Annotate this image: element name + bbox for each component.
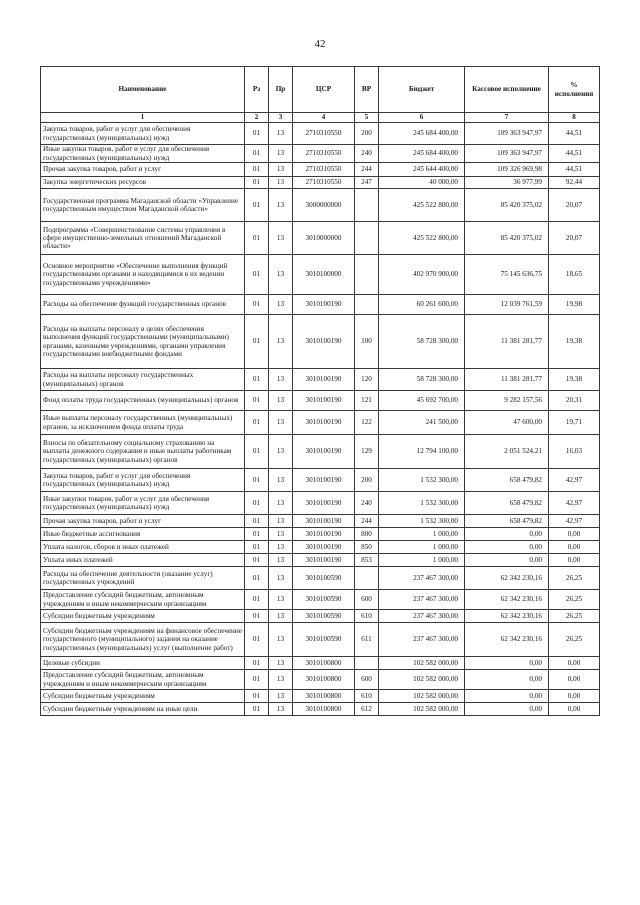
row-csr-cell: 3010100000 bbox=[293, 255, 355, 295]
row-percent-cell: 20,31 bbox=[549, 391, 600, 411]
row-pr-cell: 13 bbox=[269, 469, 293, 492]
row-execution-cell: 36 977,99 bbox=[465, 177, 549, 189]
row-execution-cell: 62 342 230,16 bbox=[465, 567, 549, 590]
row-pr-cell: 13 bbox=[269, 492, 293, 515]
row-execution-cell: 0,00 bbox=[465, 554, 549, 567]
row-budget-cell: 1 532 300,00 bbox=[379, 515, 465, 528]
row-csr-cell: 3010100190 bbox=[293, 369, 355, 391]
row-execution-cell: 75 145 636,75 bbox=[465, 255, 549, 295]
row-rz-cell: 01 bbox=[245, 295, 269, 315]
table-row bbox=[41, 255, 600, 295]
row-budget-cell: 237 467 300,00 bbox=[379, 623, 465, 657]
table-row bbox=[41, 541, 600, 554]
table-row bbox=[41, 177, 600, 189]
row-budget-cell: 1 532 300,00 bbox=[379, 469, 465, 492]
row-rz-cell: 01 bbox=[245, 189, 269, 222]
row-csr-cell: 3010100590 bbox=[293, 623, 355, 657]
row-csr-cell: 3010100190 bbox=[293, 528, 355, 541]
table-row bbox=[41, 623, 600, 657]
table-row bbox=[41, 554, 600, 567]
row-vr-cell: 240 bbox=[355, 145, 379, 163]
row-vr-cell: 244 bbox=[355, 163, 379, 177]
row-vr-cell: 200 bbox=[355, 469, 379, 492]
row-rz-cell: 01 bbox=[245, 123, 269, 145]
row-execution-cell: 658 479,82 bbox=[465, 492, 549, 515]
column-index-row bbox=[41, 113, 600, 123]
row-execution-cell: 0,00 bbox=[465, 670, 549, 690]
row-budget-cell: 237 467 300,00 bbox=[379, 610, 465, 623]
row-vr-cell: 850 bbox=[355, 541, 379, 554]
row-percent-cell: 0,00 bbox=[549, 670, 600, 690]
row-rz-cell: 01 bbox=[245, 411, 269, 435]
row-pr-cell: 13 bbox=[269, 515, 293, 528]
row-execution-cell: 109 326 969,98 bbox=[465, 163, 549, 177]
row-percent-cell: 20,07 bbox=[549, 222, 600, 255]
row-name-cell: Иные закупки товаров, работ и услуг для обеспечения государственных (муниципальных) нужд bbox=[41, 492, 245, 515]
row-percent-cell: 0,00 bbox=[549, 528, 600, 541]
row-budget-cell: 245 684 400,00 bbox=[379, 123, 465, 145]
row-rz-cell: 01 bbox=[245, 255, 269, 295]
row-name-cell: Расходы на обеспечение функций государственных органов bbox=[41, 295, 245, 315]
row-name-cell: Прочая закупка товаров, работ и услуг bbox=[41, 163, 245, 177]
row-csr-cell: 2710310550 bbox=[293, 123, 355, 145]
row-pr-cell: 13 bbox=[269, 703, 293, 716]
row-rz-cell: 01 bbox=[245, 657, 269, 670]
row-percent-cell: 19,98 bbox=[549, 295, 600, 315]
column-header-vr: ВР bbox=[355, 67, 379, 113]
row-budget-cell: 1 532 300,00 bbox=[379, 492, 465, 515]
row-vr-cell: 610 bbox=[355, 610, 379, 623]
row-budget-cell: 102 582 000,00 bbox=[379, 657, 465, 670]
row-name-cell: Целевые субсидии bbox=[41, 657, 245, 670]
row-vr-cell: 612 bbox=[355, 703, 379, 716]
row-vr-cell: 120 bbox=[355, 369, 379, 391]
row-name-cell: Субсидии бюджетным учреждениям на финансовое обеспечение государственного (муниципального) задания на оказание государственных (муниципальных) услуг (выполнение работ) bbox=[41, 623, 245, 657]
table-row bbox=[41, 369, 600, 391]
row-execution-cell: 658 479,82 bbox=[465, 515, 549, 528]
row-execution-cell: 85 420 375,02 bbox=[465, 222, 549, 255]
row-pr-cell: 13 bbox=[269, 295, 293, 315]
row-rz-cell: 01 bbox=[245, 541, 269, 554]
row-vr-cell: 244 bbox=[355, 515, 379, 528]
row-rz-cell: 01 bbox=[245, 623, 269, 657]
row-csr-cell: 3010100190 bbox=[293, 295, 355, 315]
row-vr-cell bbox=[355, 567, 379, 590]
table-row bbox=[41, 528, 600, 541]
row-vr-cell: 800 bbox=[355, 528, 379, 541]
table-row bbox=[41, 295, 600, 315]
row-name-cell: Подпрограмма «Совершенствование системы управления в сфере имущественно-земельных отношений Магаданской области» bbox=[41, 222, 245, 255]
row-vr-cell: 129 bbox=[355, 435, 379, 469]
row-vr-cell: 853 bbox=[355, 554, 379, 567]
column-index: 3 bbox=[269, 113, 293, 123]
row-percent-cell: 42,97 bbox=[549, 469, 600, 492]
row-pr-cell: 13 bbox=[269, 623, 293, 657]
row-csr-cell: 3010100190 bbox=[293, 492, 355, 515]
table-row bbox=[41, 315, 600, 369]
row-budget-cell: 425 522 800,00 bbox=[379, 189, 465, 222]
row-budget-cell: 241 500,00 bbox=[379, 411, 465, 435]
row-name-cell: Субсидии бюджетным учреждениям на иные цели bbox=[41, 703, 245, 716]
row-name-cell: Закупка энергетических ресурсов bbox=[41, 177, 245, 189]
row-vr-cell bbox=[355, 189, 379, 222]
row-budget-cell: 102 582 000,00 bbox=[379, 703, 465, 716]
row-percent-cell: 42,97 bbox=[549, 515, 600, 528]
row-pr-cell: 13 bbox=[269, 222, 293, 255]
row-rz-cell: 01 bbox=[245, 528, 269, 541]
row-csr-cell: 2710310550 bbox=[293, 163, 355, 177]
table-row bbox=[41, 610, 600, 623]
row-rz-cell: 01 bbox=[245, 391, 269, 411]
row-budget-cell: 60 261 600,00 bbox=[379, 295, 465, 315]
row-budget-cell: 1 000,00 bbox=[379, 541, 465, 554]
column-header-budget: Бюджет bbox=[379, 67, 465, 113]
row-csr-cell: 3010100590 bbox=[293, 567, 355, 590]
row-percent-cell: 0,00 bbox=[549, 703, 600, 716]
row-execution-cell: 0,00 bbox=[465, 541, 549, 554]
row-pr-cell: 13 bbox=[269, 690, 293, 703]
row-execution-cell: 658 479,82 bbox=[465, 469, 549, 492]
column-index: 4 bbox=[293, 113, 355, 123]
row-name-cell: Государственная программа Магаданской области «Управление государственным имуществом Магаданской области» bbox=[41, 189, 245, 222]
row-name-cell: Предоставление субсидий бюджетным, автономным учреждениям и иным некоммерческим организациям bbox=[41, 670, 245, 690]
row-vr-cell bbox=[355, 222, 379, 255]
row-csr-cell: 3010100190 bbox=[293, 411, 355, 435]
row-budget-cell: 402 970 900,00 bbox=[379, 255, 465, 295]
row-budget-cell: 237 467 300,00 bbox=[379, 567, 465, 590]
table-row bbox=[41, 657, 600, 670]
row-csr-cell: 3010100590 bbox=[293, 590, 355, 610]
row-pr-cell: 13 bbox=[269, 189, 293, 222]
row-percent-cell: 18,65 bbox=[549, 255, 600, 295]
row-vr-cell: 247 bbox=[355, 177, 379, 189]
row-name-cell: Предоставление субсидий бюджетным, автономным учреждениям и иным некоммерческим организациям bbox=[41, 590, 245, 610]
row-percent-cell: 16,03 bbox=[549, 435, 600, 469]
table-row bbox=[41, 703, 600, 716]
row-pr-cell: 13 bbox=[269, 567, 293, 590]
row-csr-cell: 3010100800 bbox=[293, 690, 355, 703]
row-csr-cell: 3010100590 bbox=[293, 610, 355, 623]
row-vr-cell: 240 bbox=[355, 492, 379, 515]
row-name-cell: Расходы на выплаты персоналу государственных (муниципальных) органов bbox=[41, 369, 245, 391]
row-percent-cell: 0,00 bbox=[549, 554, 600, 567]
table-row bbox=[41, 189, 600, 222]
row-execution-cell: 62 342 230,16 bbox=[465, 610, 549, 623]
row-rz-cell: 01 bbox=[245, 163, 269, 177]
row-vr-cell: 610 bbox=[355, 690, 379, 703]
table-row bbox=[41, 123, 600, 145]
row-percent-cell: 26,25 bbox=[549, 623, 600, 657]
row-csr-cell: 3000000000 bbox=[293, 189, 355, 222]
row-rz-cell: 01 bbox=[245, 492, 269, 515]
row-pr-cell: 13 bbox=[269, 145, 293, 163]
row-pr-cell: 13 bbox=[269, 123, 293, 145]
row-percent-cell: 20,07 bbox=[549, 189, 600, 222]
row-rz-cell: 01 bbox=[245, 590, 269, 610]
column-header-csr: ЦСР bbox=[293, 67, 355, 113]
column-header-execution: Кассовое исполнение bbox=[465, 67, 549, 113]
row-vr-cell: 600 bbox=[355, 590, 379, 610]
row-execution-cell: 109 363 947,97 bbox=[465, 123, 549, 145]
row-name-cell: Расходы на обеспечение деятельности (оказание услуг) государственных учреждений bbox=[41, 567, 245, 590]
row-vr-cell: 121 bbox=[355, 391, 379, 411]
row-vr-cell: 122 bbox=[355, 411, 379, 435]
table-row bbox=[41, 391, 600, 411]
column-index: 6 bbox=[379, 113, 465, 123]
row-budget-cell: 1 000,00 bbox=[379, 554, 465, 567]
row-execution-cell: 9 282 157,56 bbox=[465, 391, 549, 411]
row-percent-cell: 44,51 bbox=[549, 123, 600, 145]
table-row bbox=[41, 222, 600, 255]
row-execution-cell: 12 039 761,59 bbox=[465, 295, 549, 315]
table-row bbox=[41, 590, 600, 610]
row-budget-cell: 237 467 300,00 bbox=[379, 590, 465, 610]
row-execution-cell: 0,00 bbox=[465, 703, 549, 716]
row-rz-cell: 01 bbox=[245, 670, 269, 690]
table-row bbox=[41, 515, 600, 528]
row-pr-cell: 13 bbox=[269, 435, 293, 469]
row-execution-cell: 47 600,00 bbox=[465, 411, 549, 435]
row-percent-cell: 26,25 bbox=[549, 610, 600, 623]
column-header-percent: % исполнения bbox=[549, 67, 600, 113]
row-execution-cell: 11 381 281,77 bbox=[465, 369, 549, 391]
row-name-cell: Субсидии бюджетным учреждениям bbox=[41, 610, 245, 623]
row-percent-cell: 26,25 bbox=[549, 567, 600, 590]
row-execution-cell: 62 342 230,16 bbox=[465, 590, 549, 610]
row-pr-cell: 13 bbox=[269, 554, 293, 567]
row-budget-cell: 1 000,00 bbox=[379, 528, 465, 541]
table-row bbox=[41, 435, 600, 469]
column-index: 7 bbox=[465, 113, 549, 123]
row-percent-cell: 0,00 bbox=[549, 690, 600, 703]
row-name-cell: Основное мероприятие «Обеспечение выполнения функций государственными органами и находящимися в их ведении государственными учреждениями» bbox=[41, 255, 245, 295]
row-rz-cell: 01 bbox=[245, 515, 269, 528]
row-percent-cell: 0,00 bbox=[549, 657, 600, 670]
table-row bbox=[41, 163, 600, 177]
row-percent-cell: 19,38 bbox=[549, 315, 600, 369]
row-csr-cell: 3010000000 bbox=[293, 222, 355, 255]
row-execution-cell: 0,00 bbox=[465, 690, 549, 703]
row-pr-cell: 13 bbox=[269, 590, 293, 610]
row-rz-cell: 01 bbox=[245, 554, 269, 567]
row-execution-cell: 109 363 947,97 bbox=[465, 145, 549, 163]
row-percent-cell: 0,00 bbox=[549, 541, 600, 554]
row-csr-cell: 3010100190 bbox=[293, 391, 355, 411]
row-csr-cell: 3010100190 bbox=[293, 469, 355, 492]
table-row bbox=[41, 145, 600, 163]
row-budget-cell: 40 000,00 bbox=[379, 177, 465, 189]
row-pr-cell: 13 bbox=[269, 657, 293, 670]
row-execution-cell: 0,00 bbox=[465, 657, 549, 670]
row-execution-cell: 85 420 375,02 bbox=[465, 189, 549, 222]
row-percent-cell: 26,25 bbox=[549, 590, 600, 610]
row-csr-cell: 3010100190 bbox=[293, 315, 355, 369]
row-name-cell: Иные бюджетные ассигнования bbox=[41, 528, 245, 541]
row-csr-cell: 3010100190 bbox=[293, 435, 355, 469]
row-pr-cell: 13 bbox=[269, 670, 293, 690]
row-pr-cell: 13 bbox=[269, 528, 293, 541]
row-csr-cell: 3010100190 bbox=[293, 515, 355, 528]
row-vr-cell: 200 bbox=[355, 123, 379, 145]
row-percent-cell: 44,51 bbox=[549, 163, 600, 177]
table-row bbox=[41, 411, 600, 435]
row-budget-cell: 245 684 400,00 bbox=[379, 145, 465, 163]
row-budget-cell: 245 644 400,00 bbox=[379, 163, 465, 177]
row-execution-cell: 11 381 281,77 bbox=[465, 315, 549, 369]
row-csr-cell: 2710310550 bbox=[293, 177, 355, 189]
row-csr-cell: 3010100190 bbox=[293, 541, 355, 554]
row-vr-cell bbox=[355, 295, 379, 315]
column-header-name: Наименование bbox=[41, 67, 245, 113]
row-percent-cell: 92,44 bbox=[549, 177, 600, 189]
column-index: 8 bbox=[549, 113, 600, 123]
row-pr-cell: 13 bbox=[269, 315, 293, 369]
row-name-cell: Расходы на выплаты персоналу в целях обеспечения выполнения функций государственными (муниципальными) органами, казенными учреждениями, органами управления государственными внебюджетными фондами bbox=[41, 315, 245, 369]
row-csr-cell: 3010100190 bbox=[293, 554, 355, 567]
row-name-cell: Субсидии бюджетным учреждениям bbox=[41, 690, 245, 703]
row-budget-cell: 425 522 800,00 bbox=[379, 222, 465, 255]
table-row bbox=[41, 670, 600, 690]
table-row bbox=[41, 469, 600, 492]
column-index: 5 bbox=[355, 113, 379, 123]
row-percent-cell: 44,51 bbox=[549, 145, 600, 163]
row-rz-cell: 01 bbox=[245, 369, 269, 391]
row-execution-cell: 62 342 230,16 bbox=[465, 623, 549, 657]
row-name-cell: Закупка товаров, работ и услуг для обеспечения государственных (муниципальных) нужд bbox=[41, 469, 245, 492]
row-pr-cell: 13 bbox=[269, 255, 293, 295]
row-pr-cell: 13 bbox=[269, 411, 293, 435]
row-name-cell: Уплата налогов, сборов и иных платежей bbox=[41, 541, 245, 554]
row-vr-cell bbox=[355, 255, 379, 295]
row-budget-cell: 58 728 300,00 bbox=[379, 315, 465, 369]
row-csr-cell: 3010100800 bbox=[293, 670, 355, 690]
row-percent-cell: 19,71 bbox=[549, 411, 600, 435]
row-budget-cell: 12 794 100,00 bbox=[379, 435, 465, 469]
row-pr-cell: 13 bbox=[269, 610, 293, 623]
row-vr-cell: 100 bbox=[355, 315, 379, 369]
row-budget-cell: 102 582 000,00 bbox=[379, 670, 465, 690]
row-name-cell: Закупка товаров, работ и услуг для обеспечения государственных (муниципальных) нужд bbox=[41, 123, 245, 145]
row-execution-cell: 0,00 bbox=[465, 528, 549, 541]
row-rz-cell: 01 bbox=[245, 177, 269, 189]
row-rz-cell: 01 bbox=[245, 145, 269, 163]
row-pr-cell: 13 bbox=[269, 369, 293, 391]
row-name-cell: Уплата иных платежей bbox=[41, 554, 245, 567]
row-vr-cell: 600 bbox=[355, 670, 379, 690]
row-rz-cell: 01 bbox=[245, 315, 269, 369]
column-header-pr: Пр bbox=[269, 67, 293, 113]
row-pr-cell: 13 bbox=[269, 163, 293, 177]
row-rz-cell: 01 bbox=[245, 222, 269, 255]
column-index: 1 bbox=[41, 113, 245, 123]
row-percent-cell: 19,38 bbox=[549, 369, 600, 391]
row-rz-cell: 01 bbox=[245, 610, 269, 623]
row-csr-cell: 3010100800 bbox=[293, 703, 355, 716]
row-name-cell: Иные закупки товаров, работ и услуг для обеспечения государственных (муниципальных) нужд bbox=[41, 145, 245, 163]
row-pr-cell: 13 bbox=[269, 391, 293, 411]
row-percent-cell: 42,97 bbox=[549, 492, 600, 515]
row-name-cell: Прочая закупка товаров, работ и услуг bbox=[41, 515, 245, 528]
row-rz-cell: 01 bbox=[245, 469, 269, 492]
row-pr-cell: 13 bbox=[269, 541, 293, 554]
header-row bbox=[41, 67, 600, 113]
column-index: 2 bbox=[245, 113, 269, 123]
row-rz-cell: 01 bbox=[245, 703, 269, 716]
row-rz-cell: 01 bbox=[245, 690, 269, 703]
row-vr-cell: 611 bbox=[355, 623, 379, 657]
row-csr-cell: 2710310550 bbox=[293, 145, 355, 163]
row-csr-cell: 3010100800 bbox=[293, 657, 355, 670]
budget-execution-table bbox=[40, 66, 600, 716]
row-rz-cell: 01 bbox=[245, 567, 269, 590]
table-row bbox=[41, 690, 600, 703]
row-name-cell: Иные выплаты персоналу государственных (муниципальных) органов, за исключением фонда оплаты труда bbox=[41, 411, 245, 435]
row-rz-cell: 01 bbox=[245, 435, 269, 469]
row-budget-cell: 102 582 000,00 bbox=[379, 690, 465, 703]
row-pr-cell: 13 bbox=[269, 177, 293, 189]
row-name-cell: Фонд оплаты труда государственных (муниципальных) органов bbox=[41, 391, 245, 411]
row-budget-cell: 45 692 700,00 bbox=[379, 391, 465, 411]
table-body bbox=[41, 123, 600, 716]
row-vr-cell bbox=[355, 657, 379, 670]
column-header-rz: Рз bbox=[245, 67, 269, 113]
table-row bbox=[41, 492, 600, 515]
row-execution-cell: 2 051 524,21 bbox=[465, 435, 549, 469]
page-number: 42 bbox=[314, 38, 326, 50]
row-name-cell: Взносы по обязательному социальному страхованию на выплаты денежного содержания и иные выплаты работникам государственных (муниципальных) органов bbox=[41, 435, 245, 469]
row-budget-cell: 58 728 300,00 bbox=[379, 369, 465, 391]
table-row bbox=[41, 567, 600, 590]
